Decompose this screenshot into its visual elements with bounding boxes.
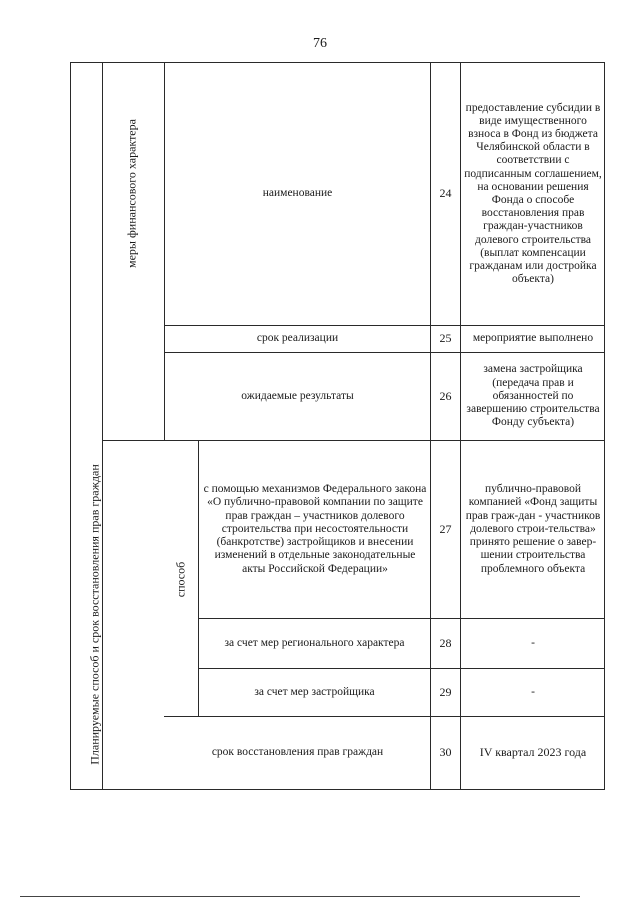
row-label-27: с помощью механизмов Федерального закона «О публично-правовой компании по защите прав граждан – участников долевого строительства при несостоятельности (банкротстве) застройщиков и внесении изменений в отдельные законодательные акты Российской Федерации»	[203, 483, 427, 575]
row-label-25: срок реализации	[256, 332, 339, 345]
page-bottom-rule	[20, 896, 580, 897]
row-value-27: публично-правовой компанией «Фонд защиты прав граж-дан - участников долевого строи-тельства» принято решение о завер-шении строительства проблемного объекта	[465, 483, 601, 575]
table-border-bottom	[70, 789, 605, 790]
planned-method-label: Планируемые способ и срок восстановления прав граждан	[87, 464, 102, 765]
row-value-30: IV квартал 2023 года	[479, 745, 587, 760]
row-value-28: -	[531, 636, 535, 649]
row-label-30: срок восстановления прав граждан	[211, 746, 384, 759]
row-num-29: 29	[439, 684, 452, 699]
row-label-24: наименование	[262, 187, 333, 200]
row-num-26: 26	[439, 388, 452, 403]
row-value-25: мероприятие выполнено	[472, 332, 594, 345]
method-label: способ	[173, 561, 188, 598]
col-separator-4	[460, 62, 461, 790]
page-number: 76	[313, 36, 327, 51]
row-num-28: 28	[439, 635, 452, 650]
row-num-30: 30	[439, 745, 452, 760]
row-num-27: 27	[439, 521, 452, 536]
row-label-28: за счет мер регионального характера	[224, 636, 405, 649]
table-border-right	[604, 62, 605, 790]
row-label-29: за счет мер застройщика	[254, 685, 375, 698]
row-value-24: предоставление субсидии в виде имущественного взноса в Фонд из бюджета Челябинской области в соответствии с подписанным соглашением, на основании решения Фонда о способе восстановления прав граждан-участников долевого строительства (выплат компенсации гражданам или достройка объекта)	[464, 101, 602, 286]
row-label-26: ожидаемые результаты	[241, 389, 354, 402]
table-border-left	[70, 62, 71, 790]
row-num-24: 24	[439, 186, 452, 201]
row-value-29: -	[531, 685, 535, 698]
row-num-25: 25	[439, 331, 452, 346]
row-value-26: замена застройщика (передача прав и обязанностей по завершению строительства Фонду субъекта)	[466, 363, 600, 429]
measures-table	[70, 62, 605, 790]
financial-measures-label: меры финансового характера	[124, 119, 139, 268]
